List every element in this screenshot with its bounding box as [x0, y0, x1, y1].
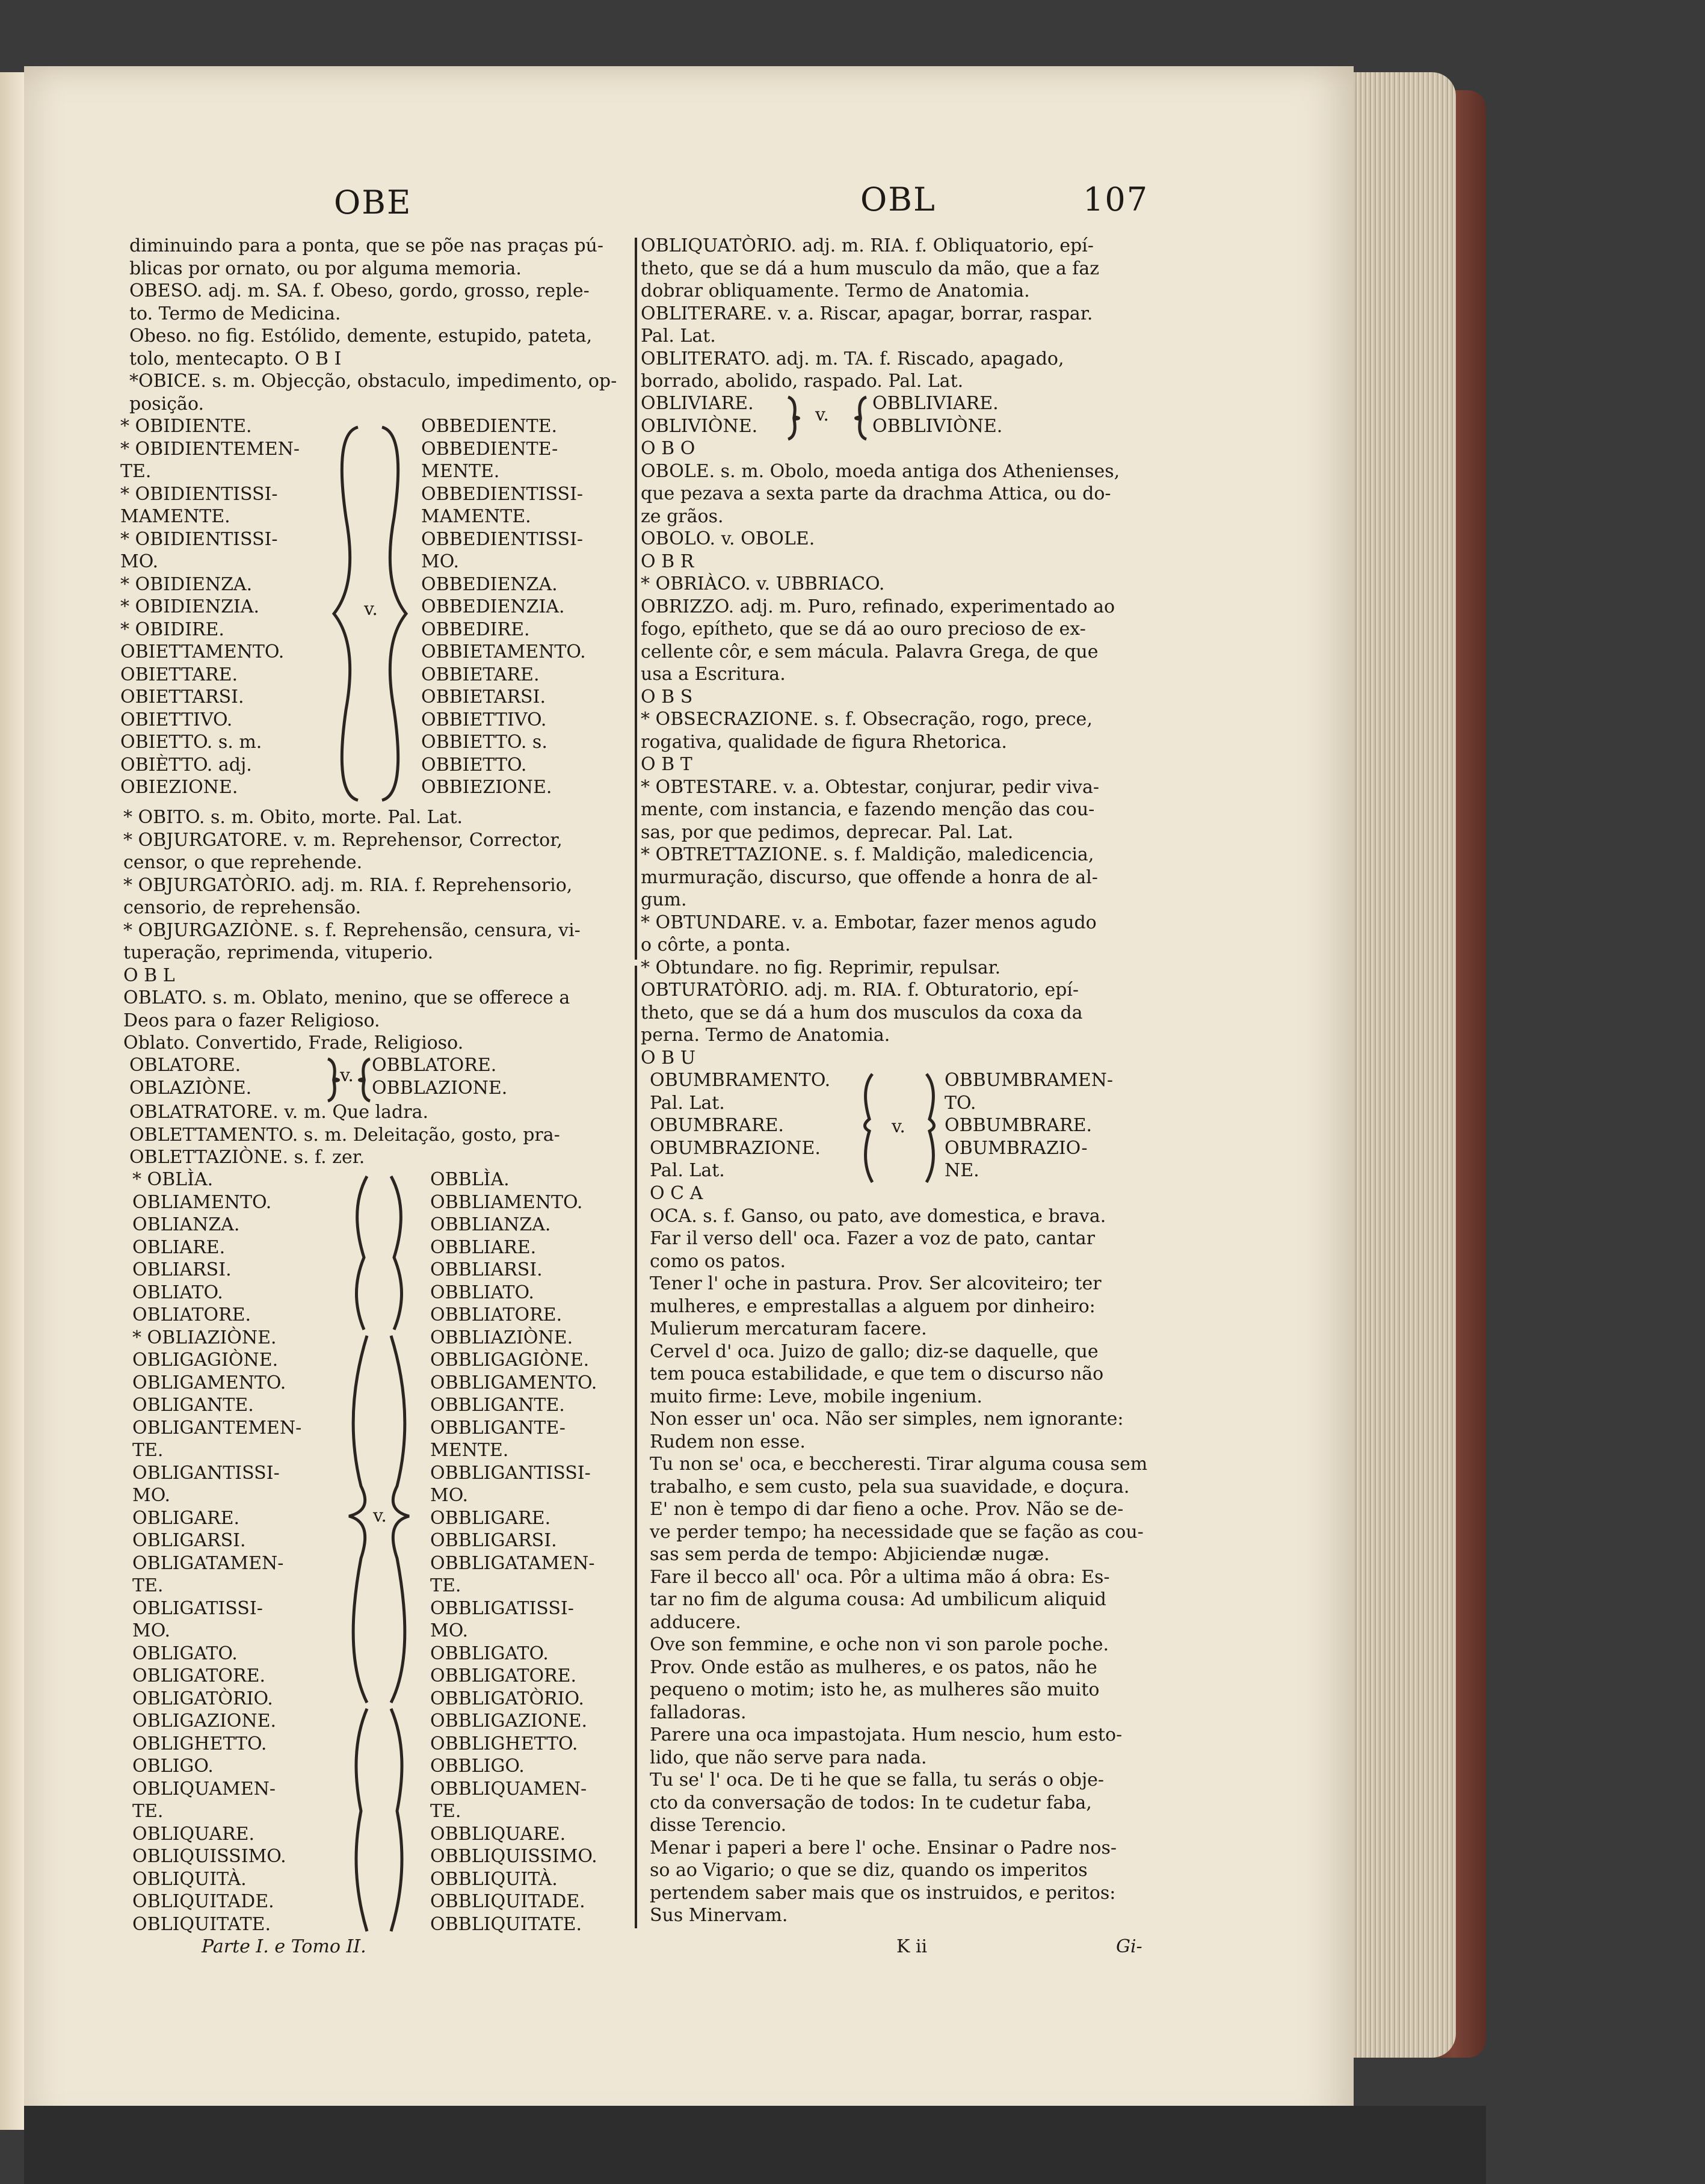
entry-headword: OBLIANZA.: [132, 1214, 240, 1235]
entry-headword: * OBIDIENTISSI-: [120, 528, 278, 550]
right-column-bottom: [650, 1182, 1147, 1927]
text-line: cto da conversação de todos: In te cudetur faba,: [650, 1792, 1092, 1813]
text-line: theto, que se dá a hum dos musculos da coxa da: [641, 1002, 1083, 1023]
entry-headword: MO.: [132, 1485, 171, 1506]
entry-headword: OBIETTO. s. m.: [120, 732, 262, 753]
entry-headword: MO.: [132, 1620, 171, 1641]
right-column-mid: [641, 437, 1120, 1069]
entry-headword: OBLIATORE.: [132, 1304, 251, 1325]
text-line: trabalho, e sem custo, pela sua suavidade, e doçura.: [650, 1476, 1130, 1498]
entry-variant: OBBEDIENTISSI-: [421, 483, 584, 505]
text-line: OBOLE. s. m. Obolo, moeda antiga dos Athenienses,: [641, 460, 1120, 482]
text-line: blicas por ornato, ou por alguma memoria.: [129, 258, 522, 279]
pair-oblatore-see-also: v.: [340, 1065, 354, 1086]
text-line: O B S: [641, 686, 693, 708]
entry-headword: * OBLIAZIÒNE.: [132, 1327, 277, 1348]
text-line: Parere una oca impastojata. Hum nescio, hum esto-: [650, 1724, 1123, 1745]
text-line: cellente côr, e sem mácula. Palavra Grega, de que: [641, 641, 1099, 662]
page-edges: [1354, 72, 1456, 2058]
text-line: * OBTESTARE. v. a. Obtestar, conjurar, pedir viva-: [641, 776, 1100, 798]
group1-see-also: v.: [364, 599, 378, 620]
entry-headword: OBLIGARE.: [132, 1507, 240, 1529]
text-line: OBLITERATO. adj. m. TA. f. Riscado, apagado,: [641, 348, 1064, 369]
text-line: O B O: [641, 438, 695, 459]
text-line: so ao Vigario; o que se diz, quando os imperitos: [650, 1860, 1088, 1881]
entry-headword: OBIETTARE.: [120, 664, 238, 685]
entry-variant: OBBLIGANTE.: [430, 1395, 565, 1416]
text-line: lido, que não serve para nada.: [650, 1747, 927, 1768]
entry-variant: MAMENTE.: [421, 506, 531, 527]
entry-variant: OBBLIATORE.: [430, 1304, 563, 1325]
entry-headword: TE.: [132, 1575, 164, 1596]
entry-headword: * OBIDIENZA.: [120, 573, 253, 595]
text-line: tolo, mentecapto. O B I: [129, 348, 342, 369]
entry-variant: OBBLÌA.: [430, 1169, 510, 1190]
entry-headword: TE.: [132, 1801, 164, 1822]
text-line: Tener l' oche in pastura. Prov. Ser alcoviteiro; ter: [650, 1273, 1102, 1294]
entry-headword: OBIEZIONE.: [120, 777, 238, 798]
entry-headword: OBLIQUITATE.: [132, 1913, 271, 1935]
entry-variant: MO.: [430, 1620, 469, 1641]
entry-headword: OBLIQUAMEN-: [132, 1778, 276, 1800]
text-line: * OBJURGATORE. v. m. Reprehensor, Corrector,: [123, 829, 563, 851]
text-line: Sus Minervam.: [650, 1905, 788, 1926]
entry-headword: OBLIQUARE.: [132, 1823, 255, 1845]
text-line: Deos para o fazer Religioso.: [123, 1010, 380, 1031]
entry-headword: OBLIGATISSI-: [132, 1597, 263, 1619]
text-line: falladoras.: [650, 1701, 747, 1723]
entry-headword: OBLIGAGIÒNE.: [132, 1350, 279, 1371]
entry-variant: OBBLIARSI.: [430, 1259, 543, 1280]
previous-page-edge: [0, 72, 24, 2130]
entry-headword: OBLIGANTE.: [132, 1395, 254, 1416]
text-line: E' non è tempo di dar fieno a oche. Prov. Não se de-: [650, 1499, 1124, 1520]
text-line: borrado, abolido, raspado. Pal. Lat.: [641, 371, 964, 392]
pair-oblatore-right: [372, 1054, 507, 1099]
text-line: que pezava a sexta parte da drachma Attica, ou do-: [641, 483, 1111, 504]
entry-headword: OBLIQUISSIMO.: [132, 1846, 286, 1867]
text-line: Pal. Lat.: [641, 325, 716, 347]
entry-variant: OBBLIGATO.: [430, 1643, 549, 1664]
entry-headword: OBLIGAZIONE.: [132, 1710, 277, 1732]
entry-headword: * OBIDIRE.: [120, 618, 224, 640]
group2-left: [132, 1168, 301, 1936]
entry-headword: OBLIVIÒNE.: [641, 415, 758, 437]
text-line: disse Terencio.: [650, 1815, 787, 1836]
entry-headword: OBLIVIARE.: [641, 393, 754, 414]
entry-headword: OBLIGARSI.: [132, 1530, 246, 1551]
text-line: perna. Termo de Anatomia.: [641, 1025, 890, 1046]
text-line: Ove son femmine, e oche non vi son parole poche.: [650, 1634, 1109, 1655]
text-line: * OBTUNDARE. v. a. Embotar, fazer menos agudo: [641, 912, 1097, 933]
text-line: Obeso. no fig. Estólido, demente, estupido, pateta,: [129, 325, 593, 347]
text-line: muito firme: Leve, mobile ingenium.: [650, 1386, 982, 1407]
entry-headword: OBLIATO.: [132, 1282, 223, 1303]
text-line: Cervel d' oca. Juizo de gallo; diz-se daquelle, que: [650, 1340, 1099, 1362]
entry-variant: NE.: [945, 1160, 979, 1181]
text-line: OBLITERARE. v. a. Riscar, apagar, borrar, raspar.: [641, 303, 1093, 324]
entry-variant: OBBLIGARSI.: [430, 1530, 557, 1551]
text-line: censor, o que reprehende.: [123, 852, 363, 873]
page-number: 107: [1083, 180, 1149, 218]
text-line: Non esser un' oca. Não ser simples, nem ignorante:: [650, 1408, 1124, 1430]
entry-headword: OBLIGATO.: [132, 1643, 238, 1664]
entry-headword: OBUMBRARE.: [650, 1115, 784, 1136]
pair-obliviare-right: [872, 392, 1002, 437]
text-line: Oblato. Convertido, Frade, Religioso.: [123, 1032, 464, 1053]
text-line: * OBRIÀCO. v. UBBRIACO.: [641, 573, 885, 594]
text-line: tuperação, reprimenda, vituperio.: [123, 942, 434, 963]
entry-headword: OBIETTARSI.: [120, 686, 244, 708]
footer-catchword: Gi-: [1116, 1936, 1142, 1957]
entry-variant: OBBIETARE.: [421, 664, 540, 685]
entry-headword: Pal. Lat.: [650, 1160, 725, 1181]
text-line: Fare il becco all' oca. Pôr a ultima mão á obra: Es-: [650, 1566, 1110, 1588]
entry-variant: MENTE.: [430, 1440, 509, 1461]
group-obu-left: [650, 1069, 830, 1182]
group2-braces: [337, 1173, 421, 1937]
text-line: ze grãos.: [641, 505, 724, 527]
entry-headword: OBLIQUITÀ.: [132, 1868, 247, 1890]
entry-headword: * OBLÌA.: [132, 1169, 214, 1190]
entry-variant: TO.: [945, 1092, 976, 1114]
text-line: rogativa, qualidade de figura Rhetorica.: [641, 731, 1007, 753]
entry-variant: OBBEDIENZA.: [421, 573, 558, 595]
entry-headword: OBLIARSI.: [132, 1259, 232, 1280]
text-line: sas, por que pedimos, deprecar. Pal. Lat.: [641, 821, 1014, 843]
entry-variant: OBBUMBRAMEN-: [945, 1070, 1113, 1091]
entry-headword: OBIETTAMENTO.: [120, 641, 285, 662]
entry-variant: OBBIETARSI.: [421, 686, 546, 708]
entry-variant: OBBLIQUITADE.: [430, 1891, 585, 1912]
entry-variant: OBBIEZIONE.: [421, 777, 552, 798]
entry-variant: MENTE.: [421, 461, 500, 482]
entry-variant: OBBLIQUITATE.: [430, 1913, 582, 1935]
entry-headword: OBLIGATAMEN-: [132, 1552, 284, 1574]
entry-headword: MO.: [120, 551, 159, 572]
text-line: O B L: [123, 964, 175, 986]
entry-variant: OBBEDIENZIA.: [421, 596, 565, 617]
text-line: OBLETTAMENTO. s. m. Deleitação, gosto, pra-: [129, 1124, 560, 1146]
text-line: murmuração, discurso, que offende a honra de al-: [641, 866, 1098, 888]
text-line: to. Termo de Medicina.: [129, 303, 341, 324]
entry-headword: OBLIARE.: [132, 1236, 226, 1258]
entry-variant: OBBLIGAMENTO.: [430, 1372, 597, 1393]
text-line: OBTURATÒRIO. adj. m. RIA. f. Obturatorio, epí-: [641, 979, 1079, 1001]
entry-variant: OBBLATORE.: [372, 1055, 497, 1076]
footer-left: Parte I. e Tomo II.: [202, 1936, 366, 1957]
text-line: tar no fim de alguma cousa: Ad umbilicum aliquid: [650, 1589, 1106, 1610]
text-line: ve perder tempo; ha necessidade que se fação as cou-: [650, 1521, 1144, 1543]
entry-variant: OBBLIARE.: [430, 1236, 537, 1258]
entry-variant: OBBLAZIONE.: [372, 1077, 508, 1099]
group1-right: [421, 415, 586, 799]
entry-variant: OBBEDIENTE.: [421, 416, 558, 437]
text-line: gum.: [641, 889, 687, 910]
text-line: * Obtundare. no fig. Reprimir, repulsar.: [641, 957, 1001, 978]
text-line: posição.: [129, 393, 205, 415]
text-line: * OBTRETTAZIONE. s. f. Maldição, maledicencia,: [641, 844, 1094, 865]
entry-headword: Pal. Lat.: [650, 1092, 725, 1114]
text-line: * OBJURGAZIÒNE. s. f. Reprehensão, censura, vi-: [123, 919, 581, 941]
entry-variant: OBBLIAMENTO.: [430, 1191, 583, 1213]
background-shadow: [24, 2106, 1486, 2184]
entry-variant: OBBLIANZA.: [430, 1214, 551, 1235]
entry-variant: OBUMBRAZIO-: [945, 1137, 1088, 1159]
text-line: tem pouca estabilidade, e que tem o discurso não: [650, 1363, 1104, 1384]
text-line: OBESO. adj. m. SA. f. Obeso, gordo, grosso, reple-: [129, 280, 590, 301]
entry-headword: OBLIGANTISSI-: [132, 1462, 280, 1484]
entry-variant: OBBIETTO. s.: [421, 732, 547, 753]
entry-variant: OBBLIQUAMEN-: [430, 1778, 587, 1800]
entry-variant: OBBLIQUARE.: [430, 1823, 566, 1845]
text-line: O B T: [641, 754, 692, 775]
right-column-top: [641, 235, 1099, 393]
text-line: O B R: [641, 551, 694, 572]
text-line: theto, que se dá a hum musculo da mão, que a faz: [641, 258, 1100, 279]
entry-variant: OBBLIVIÒNE.: [872, 415, 1003, 437]
entry-variant: OBBLIGAZIONE.: [430, 1710, 588, 1732]
entry-headword: OBLIAMENTO.: [132, 1191, 272, 1213]
entry-variant: OBBLIGANTE-: [430, 1417, 566, 1439]
entry-headword: OBIETTIVO.: [120, 709, 233, 730]
text-line: fogo, epítheto, que se dá ao ouro precioso de ex-: [641, 618, 1086, 640]
header-center: OBL: [860, 180, 936, 218]
text-line: pequeno o motim; isto he, as mulheres são muito: [650, 1679, 1100, 1700]
entry-variant: OBBLIGANTISSI-: [430, 1462, 591, 1484]
text-line: OBLATRATORE. v. m. Que ladra.: [129, 1102, 429, 1123]
group-obu-right: [945, 1069, 1113, 1182]
entry-headword: OBLIGATÒRIO.: [132, 1688, 273, 1709]
entry-variant: OBBLIGATAMEN-: [430, 1552, 595, 1574]
entry-headword: OBLIGAMENTO.: [132, 1372, 286, 1393]
entry-headword: OBIÈTTO. adj.: [120, 754, 252, 776]
text-line: mulheres, e emprestallas a alguem por dinheiro:: [650, 1295, 1096, 1317]
entry-variant: OBBLIATO.: [430, 1282, 534, 1303]
entry-variant: OBBIETTO.: [421, 754, 527, 776]
text-line: Menar i paperi a bere l' oche. Ensinar o Padre nos-: [650, 1837, 1117, 1859]
entry-headword: * OBIDIENZIA.: [120, 596, 259, 617]
entry-headword: OBLATORE.: [129, 1055, 241, 1076]
entry-headword: TE.: [120, 461, 152, 482]
left-column-mid: [123, 806, 581, 1055]
entry-headword: OBUMBRAMENTO.: [650, 1070, 831, 1091]
text-line: Mulierum mercaturam facere.: [650, 1318, 927, 1339]
entry-variant: OBBEDIRE.: [421, 618, 530, 640]
text-line: adducere.: [650, 1611, 741, 1633]
entry-variant: OBBLIVIARE.: [872, 393, 999, 414]
entry-variant: OBBLIGARE.: [430, 1507, 551, 1529]
entry-variant: OBBLIGAGIÒNE.: [430, 1350, 590, 1371]
entry-headword: * OBIDIENTISSI-: [120, 483, 278, 505]
header-left: OBE: [334, 184, 412, 221]
text-line: OBLATO. s. m. Oblato, menino, que se offerece a: [123, 987, 570, 1008]
text-line: OBLETTAZIÒNE. s. f. zer.: [129, 1147, 365, 1168]
text-line: Far il verso dell' oca. Fazer a voz de pato, cantar: [650, 1228, 1095, 1249]
entry-headword: OBLIGHETTO.: [132, 1733, 267, 1754]
text-line: usa a Escritura.: [641, 664, 786, 685]
entry-variant: MO.: [421, 551, 460, 572]
entry-variant: OBBIETTIVO.: [421, 709, 547, 730]
entry-variant: TE.: [430, 1801, 461, 1822]
text-line: O C A: [650, 1183, 703, 1204]
entry-headword: * OBIDIENTEMEN-: [120, 438, 300, 460]
footer-signature: K ii: [896, 1936, 928, 1957]
group2-right: [430, 1168, 597, 1936]
text-line: Tu se' l' oca. De ti he que se falla, tu serás o obje-: [650, 1769, 1105, 1791]
entry-headword: OBLIGATORE.: [132, 1665, 266, 1686]
text-line: OCA. s. f. Ganso, ou pato, ave domestica, e brava.: [650, 1205, 1106, 1227]
text-line: Tu non se' oca, e beccheresti. Tirar alguma cousa sem: [650, 1454, 1148, 1475]
entry-variant: OBBUMBRARE.: [945, 1115, 1093, 1136]
text-line: *OBICE. s. m. Objecção, obstaculo, impedimento, op-: [129, 371, 617, 392]
text-line: Prov. Onde estão as mulheres, e os patos, não he: [650, 1656, 1097, 1678]
entry-headword: OBLIGANTEMEN-: [132, 1417, 302, 1439]
text-line: como os patos.: [650, 1250, 786, 1272]
text-line: dobrar obliquamente. Termo de Anatomia.: [641, 280, 1030, 301]
text-line: Rudem non esse.: [650, 1431, 806, 1452]
group1-left: [120, 415, 300, 799]
entry-variant: OBBLIQUISSIMO.: [430, 1846, 597, 1867]
text-line: OBOLO. v. OBOLE.: [641, 528, 815, 549]
text-line: pertendem saber mais que os instruidos, e peritos:: [650, 1882, 1116, 1904]
left-column-top: [129, 235, 617, 415]
entry-variant: OBBLIAZIÒNE.: [430, 1327, 573, 1348]
entry-variant: OBBLIGATORE.: [430, 1665, 577, 1686]
pair-obliviare-see-also: v.: [815, 404, 829, 425]
pair-oblatore-left: [129, 1054, 251, 1099]
text-line: sas sem perda de tempo: Abjiciendæ nugæ.: [650, 1544, 1050, 1565]
entry-headword: OBLAZIÒNE.: [129, 1077, 252, 1099]
text-line: diminuindo para a ponta, que se põe nas praças pú-: [129, 235, 603, 256]
left-column-mid2: [129, 1101, 560, 1169]
text-line: OBRIZZO. adj. m. Puro, refinado, experimentado ao: [641, 596, 1115, 617]
entry-variant: OBBEDIENTE-: [421, 438, 558, 460]
entry-variant: OBBLIGATISSI-: [430, 1597, 574, 1619]
text-line: mente, com instancia, e fazendo menção das cou-: [641, 799, 1095, 820]
text-line: censorio, de reprehensão.: [123, 897, 362, 918]
entry-variant: OBBLIGO.: [430, 1756, 525, 1777]
entry-variant: MO.: [430, 1485, 469, 1506]
text-line: O B U: [641, 1047, 695, 1069]
entry-variant: OBBLIQUITÀ.: [430, 1868, 558, 1890]
pair-obliviare-left: [641, 392, 757, 437]
text-line: * OBJURGATÒRIO. adj. m. RIA. f. Reprehensorio,: [123, 874, 573, 896]
group2-see-also: v.: [373, 1505, 387, 1526]
entry-headword: OBLIGO.: [132, 1756, 214, 1777]
column-rule-lower: [635, 966, 637, 1928]
column-rule-upper: [635, 238, 637, 960]
entry-variant: OBBLIGHETTO.: [430, 1733, 578, 1754]
entry-headword: MAMENTE.: [120, 506, 230, 527]
entry-variant: OBBLIGATÒRIO.: [430, 1688, 584, 1709]
group-obu-see-also: v.: [892, 1116, 905, 1137]
text-line: OBLIQUATÒRIO. adj. m. RIA. f. Obliquatorio, epí-: [641, 235, 1094, 256]
entry-headword: OBUMBRAZIONE.: [650, 1137, 821, 1159]
entry-variant: OBBEDIENTISSI-: [421, 528, 584, 550]
entry-headword: OBLIQUITADE.: [132, 1891, 274, 1912]
entry-headword: TE.: [132, 1440, 164, 1461]
entry-variant: TE.: [430, 1575, 461, 1596]
text-line: o côrte, a ponta.: [641, 934, 791, 955]
text-line: * OBITO. s. m. Obito, morte. Pal. Lat.: [123, 807, 463, 828]
text-line: * OBSECRAZIONE. s. f. Obsecração, rogo, prece,: [641, 709, 1093, 730]
entry-variant: OBBIETAMENTO.: [421, 641, 586, 662]
entry-headword: * OBIDIENTE.: [120, 416, 252, 437]
